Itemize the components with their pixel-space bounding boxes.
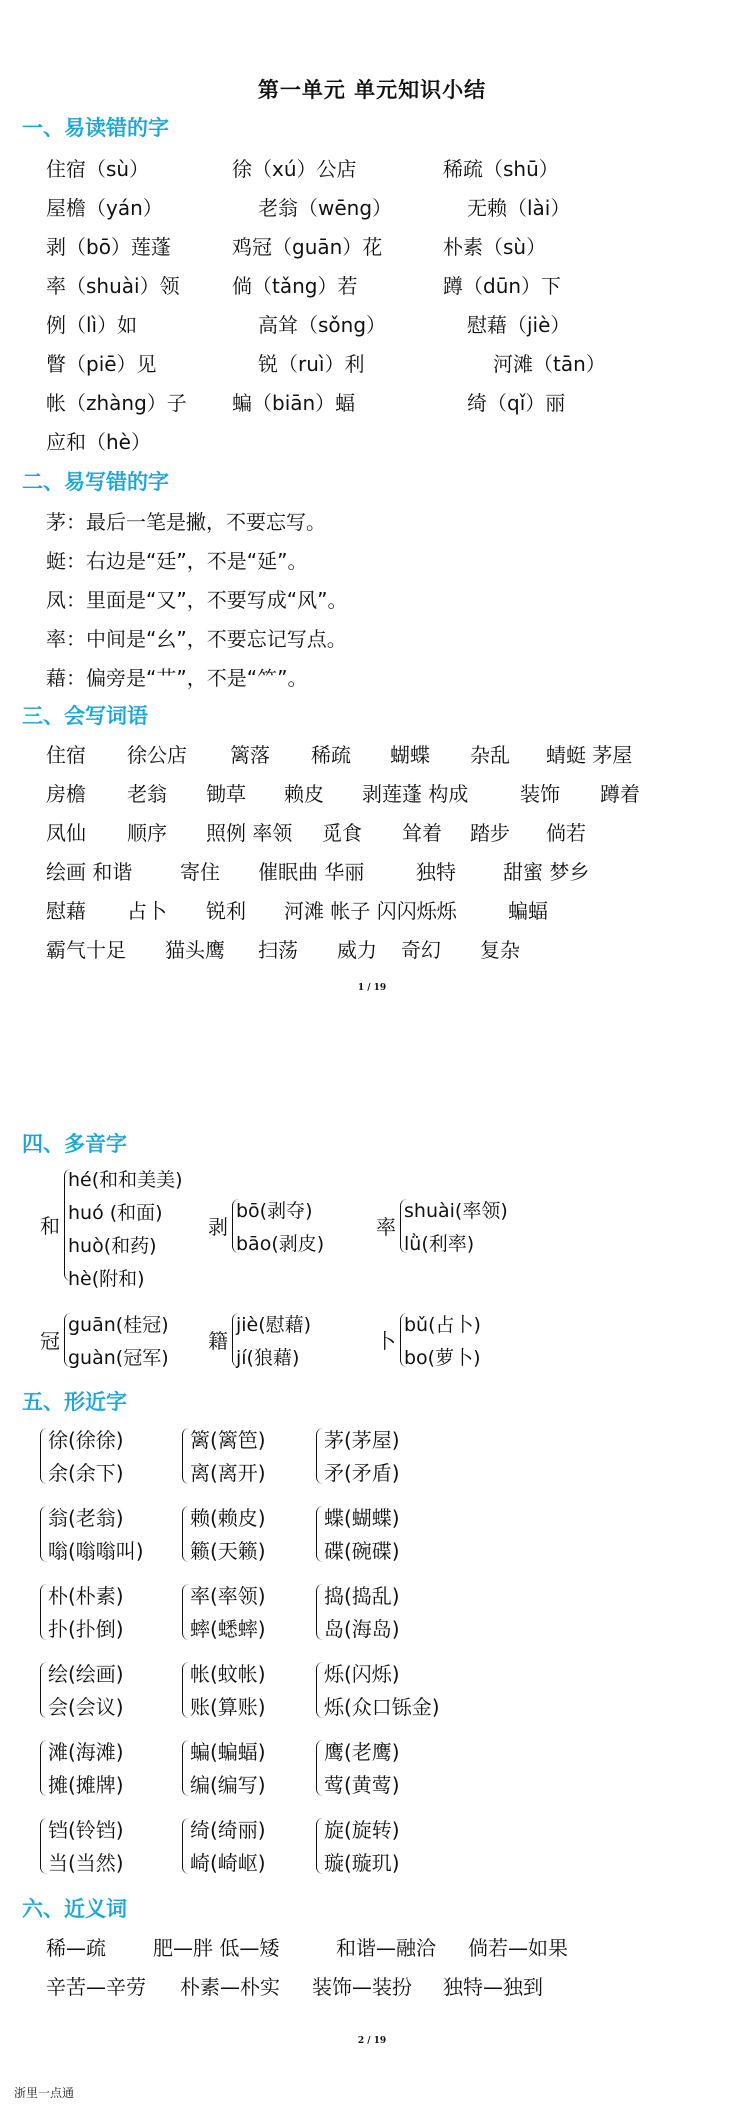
brace-icon bbox=[316, 1818, 324, 1874]
misread-row bbox=[0, 348, 744, 380]
misread-row bbox=[0, 153, 744, 185]
similar-pair bbox=[40, 1814, 180, 1878]
polyphonic-reading: hè(附和) bbox=[68, 1268, 145, 1290]
brace-icon bbox=[182, 1740, 190, 1796]
brace-icon bbox=[316, 1506, 324, 1562]
polyphonic-reading: lǜ(利率) bbox=[404, 1233, 475, 1255]
brace-icon bbox=[182, 1818, 190, 1874]
synonym-row bbox=[0, 1971, 744, 2003]
word-item: 占卜 bbox=[127, 899, 167, 923]
similar-pair bbox=[182, 1814, 322, 1878]
synonym-item: 倘若—如果 bbox=[468, 1936, 568, 1960]
word-row bbox=[0, 778, 744, 810]
misread-item: 屋檐（yán） bbox=[46, 196, 163, 220]
polyphonic-reading: bō(剥夺) bbox=[236, 1200, 313, 1222]
similar-pair bbox=[316, 1658, 456, 1722]
synonym-item: 朴素—朴实 bbox=[180, 1975, 280, 1999]
similar-pair bbox=[182, 1736, 322, 1800]
miswrite-item: 藉：偏旁是“艹”，不是“⺮”。 bbox=[46, 666, 308, 690]
miswrite-item: 率：中间是“幺”，不要忘记写点。 bbox=[46, 627, 347, 651]
similar-char: 编(编写) bbox=[190, 1773, 266, 1797]
footer-brand: 浙里一点通 bbox=[14, 2086, 75, 2100]
word-item: 剥莲蓬 构成 bbox=[362, 782, 469, 806]
similar-pair bbox=[40, 1580, 180, 1644]
similar-char: 翁(老翁) bbox=[48, 1506, 124, 1530]
word-item: 房檐 bbox=[46, 782, 86, 806]
polyphonic-reading: jiè(慰藉) bbox=[236, 1314, 312, 1336]
similar-char: 矛(矛盾) bbox=[324, 1461, 400, 1485]
polyphonic-char: 卜 bbox=[376, 1329, 396, 1353]
word-item: 觅食 bbox=[322, 821, 362, 845]
word-item: 蝙蝠 bbox=[508, 899, 548, 923]
word-item: 装饰 bbox=[520, 782, 560, 806]
similar-char: 赖(赖皮) bbox=[190, 1506, 266, 1530]
polyphonic-char: 籍 bbox=[208, 1329, 228, 1353]
section-heading-words: 三、会写词语 bbox=[22, 704, 148, 728]
misread-row bbox=[0, 309, 744, 341]
brace-icon bbox=[316, 1662, 324, 1718]
synonym-row bbox=[0, 1932, 744, 1964]
similar-char: 碟(碗碟) bbox=[324, 1539, 400, 1563]
similar-pair bbox=[182, 1424, 322, 1488]
word-item: 催眠曲 华丽 bbox=[258, 860, 365, 884]
misread-item: 老翁（wēng） bbox=[258, 196, 393, 220]
word-item: 杂乱 bbox=[470, 743, 510, 767]
similar-char: 璇(璇玑) bbox=[324, 1851, 400, 1875]
synonym-item: 辛苦—辛劳 bbox=[46, 1975, 146, 1999]
similar-char: 旋(旋转) bbox=[324, 1818, 400, 1842]
word-item: 霸气十足 bbox=[46, 938, 126, 962]
word-item: 倘若 bbox=[546, 821, 586, 845]
word-row bbox=[0, 895, 744, 927]
misread-row bbox=[0, 270, 744, 302]
miswrite-item: 茅：最后一笔是撇，不要忘写。 bbox=[46, 510, 326, 534]
word-item: 慰藉 bbox=[46, 899, 86, 923]
word-item: 照例 率领 bbox=[206, 821, 293, 845]
polyphonic-reading: guān(桂冠) bbox=[68, 1314, 169, 1336]
polyphonic-reading: shuài(率领) bbox=[404, 1200, 508, 1222]
similar-pair bbox=[316, 1736, 456, 1800]
misread-item: 应和（hè） bbox=[46, 430, 151, 454]
word-item: 篱落 bbox=[230, 743, 270, 767]
similar-char: 摊(摊牌) bbox=[48, 1773, 124, 1797]
brace-icon bbox=[316, 1584, 324, 1640]
similar-char: 鹰(老鹰) bbox=[324, 1740, 400, 1764]
word-item: 复杂 bbox=[480, 938, 520, 962]
polyphonic-char: 冠 bbox=[40, 1329, 60, 1353]
word-item: 扫荡 bbox=[258, 938, 298, 962]
brace-icon bbox=[316, 1428, 324, 1484]
misread-item: 慰藉（jiè） bbox=[467, 313, 571, 337]
word-row bbox=[0, 856, 744, 888]
brace-icon bbox=[182, 1662, 190, 1718]
similar-pair bbox=[40, 1424, 180, 1488]
page-number: 1 / 19 bbox=[357, 983, 387, 993]
word-item: 寄住 bbox=[180, 860, 220, 884]
brace-icon bbox=[182, 1584, 190, 1640]
synonym-item: 独特—独到 bbox=[443, 1975, 543, 1999]
polyphonic-reading: huò(和药) bbox=[68, 1235, 157, 1257]
similar-char: 蟀(蟋蟀) bbox=[190, 1617, 266, 1641]
similar-char: 茅(茅屋) bbox=[324, 1428, 400, 1452]
word-row bbox=[0, 739, 744, 771]
misread-item: 绮（qǐ）丽 bbox=[467, 391, 566, 415]
word-item: 猫头鹰 bbox=[165, 938, 225, 962]
similar-pair bbox=[316, 1502, 456, 1566]
word-item: 独特 bbox=[416, 860, 456, 884]
polyphonic-reading: bāo(剥皮) bbox=[236, 1233, 325, 1255]
similar-char: 铛(铃铛) bbox=[48, 1818, 124, 1842]
similar-char: 绘(绘画) bbox=[48, 1662, 124, 1686]
word-item: 蜻蜓 茅屋 bbox=[546, 743, 633, 767]
polyphonic-char: 和 bbox=[40, 1214, 60, 1238]
polyphonic-reading: bo(萝卜) bbox=[404, 1347, 481, 1369]
brace-icon bbox=[316, 1740, 324, 1796]
misread-item: 高耸（sǒng） bbox=[258, 313, 387, 337]
similar-char: 蝙(蝙蝠) bbox=[190, 1740, 266, 1764]
similar-pair bbox=[40, 1502, 180, 1566]
misread-item: 河滩（tān） bbox=[493, 352, 606, 376]
section-heading-similar: 五、形近字 bbox=[22, 1390, 127, 1414]
section-heading-misread: 一、易读错的字 bbox=[22, 116, 169, 140]
similar-char: 率(率领) bbox=[190, 1584, 266, 1608]
polyphonic-reading: huó (和面) bbox=[68, 1202, 163, 1224]
similar-char: 烁(众口铄金) bbox=[324, 1695, 440, 1719]
polyphonic-char: 剥 bbox=[208, 1215, 228, 1239]
similar-pair bbox=[40, 1736, 180, 1800]
page-title: 第一单元 单元知识小结 bbox=[257, 78, 487, 102]
word-item: 徐公店 bbox=[127, 743, 187, 767]
similar-char: 籁(天籁) bbox=[190, 1539, 266, 1563]
brace-icon bbox=[40, 1662, 48, 1718]
similar-pair bbox=[316, 1814, 456, 1878]
misread-item: 例（lì）如 bbox=[46, 313, 138, 337]
similar-char: 嗡(嗡嗡叫) bbox=[48, 1539, 144, 1563]
similar-char: 徐(徐徐) bbox=[48, 1428, 124, 1452]
polyphonic-reading: hé(和和美美) bbox=[68, 1169, 183, 1191]
polyphonic-reading: guàn(冠军) bbox=[68, 1347, 169, 1369]
similar-char: 帐(蚊帐) bbox=[190, 1662, 266, 1686]
brace-icon bbox=[40, 1584, 48, 1640]
synonym-item: 肥—胖 低—矮 bbox=[153, 1936, 280, 1960]
polyphonic-reading: jí(狼藉) bbox=[236, 1347, 300, 1369]
misread-row bbox=[0, 387, 744, 419]
similar-char: 会(会议) bbox=[48, 1695, 124, 1719]
word-item: 威力 bbox=[337, 938, 377, 962]
brace-icon bbox=[182, 1506, 190, 1562]
word-item: 稀疏 bbox=[311, 743, 351, 767]
misread-row bbox=[0, 231, 744, 263]
brace-icon bbox=[40, 1428, 48, 1484]
similar-pair bbox=[40, 1658, 180, 1722]
brace-icon bbox=[40, 1818, 48, 1874]
section-heading-miswrite: 二、易写错的字 bbox=[22, 470, 169, 494]
brace-icon bbox=[40, 1506, 48, 1562]
similar-char: 当(当然) bbox=[48, 1851, 124, 1875]
polyphonic-reading: bǔ(占卜) bbox=[404, 1314, 481, 1336]
similar-char: 捣(捣乱) bbox=[324, 1584, 400, 1608]
similar-char: 篱(篱笆) bbox=[190, 1428, 266, 1452]
word-item: 甜蜜 梦乡 bbox=[503, 860, 590, 884]
synonym-item: 和谐—融洽 bbox=[336, 1936, 436, 1960]
word-item: 耸着 bbox=[402, 821, 442, 845]
word-row bbox=[0, 817, 744, 849]
word-item: 赖皮 bbox=[284, 782, 324, 806]
polyphonic-char: 率 bbox=[376, 1215, 396, 1239]
misread-row bbox=[0, 192, 744, 224]
misread-item: 稀疏（shū） bbox=[443, 157, 559, 181]
misread-item: 无赖（lài） bbox=[467, 196, 571, 220]
misread-item: 瞥（piē）见 bbox=[46, 352, 157, 376]
misread-item: 帐（zhàng）子 bbox=[46, 391, 187, 415]
section-heading-polyphonic: 四、多音字 bbox=[22, 1132, 127, 1156]
word-item: 顺序 bbox=[127, 821, 167, 845]
similar-char: 莺(黄莺) bbox=[324, 1773, 400, 1797]
misread-item: 锐（ruì）利 bbox=[258, 352, 365, 376]
misread-item: 徐（xú）公店 bbox=[232, 157, 357, 181]
word-item: 老翁 bbox=[127, 782, 167, 806]
misread-item: 率（shuài）领 bbox=[46, 274, 180, 298]
misread-item: 住宿（sù） bbox=[46, 157, 150, 181]
similar-pair bbox=[316, 1580, 456, 1644]
similar-pair bbox=[182, 1580, 322, 1644]
page-number: 2 / 19 bbox=[357, 2036, 387, 2046]
similar-char: 绮(绮丽) bbox=[190, 1818, 266, 1842]
word-item: 凤仙 bbox=[46, 821, 86, 845]
misread-item: 剥（bō）莲蓬 bbox=[46, 235, 171, 259]
misread-item: 蹲（dūn）下 bbox=[443, 274, 562, 298]
misread-item: 朴素（sù） bbox=[443, 235, 547, 259]
misread-item: 蝙（biān）蝠 bbox=[232, 391, 356, 415]
synonym-item: 装饰—装扮 bbox=[312, 1975, 412, 1999]
word-item: 锄草 bbox=[206, 782, 246, 806]
misread-item: 倘（tǎng）若 bbox=[232, 274, 358, 298]
word-item: 锐利 bbox=[206, 899, 246, 923]
similar-char: 滩(海滩) bbox=[48, 1740, 124, 1764]
word-item: 蹲着 bbox=[600, 782, 640, 806]
word-item: 蝴蝶 bbox=[390, 743, 430, 767]
similar-char: 岛(海岛) bbox=[324, 1617, 400, 1641]
similar-pair bbox=[182, 1658, 322, 1722]
synonym-item: 稀—疏 bbox=[46, 1936, 106, 1960]
similar-char: 离(离开) bbox=[190, 1461, 266, 1485]
similar-char: 余(余下) bbox=[48, 1461, 124, 1485]
misread-row bbox=[0, 426, 744, 458]
similar-char: 账(算账) bbox=[190, 1695, 266, 1719]
section-heading-synonyms: 六、近义词 bbox=[22, 1897, 127, 1921]
similar-char: 扑(扑倒) bbox=[48, 1617, 124, 1641]
similar-pair bbox=[182, 1502, 322, 1566]
similar-pair bbox=[316, 1424, 456, 1488]
brace-icon bbox=[40, 1740, 48, 1796]
word-item: 住宿 bbox=[46, 743, 86, 767]
similar-char: 崎(崎岖) bbox=[190, 1851, 266, 1875]
similar-char: 烁(闪烁) bbox=[324, 1662, 400, 1686]
word-item: 绘画 和谐 bbox=[46, 860, 133, 884]
similar-char: 朴(朴素) bbox=[48, 1584, 124, 1608]
word-row bbox=[0, 934, 744, 966]
similar-char: 蝶(蝴蝶) bbox=[324, 1506, 400, 1530]
brace-icon bbox=[182, 1428, 190, 1484]
misread-item: 鸡冠（guān）花 bbox=[232, 235, 383, 259]
miswrite-item: 蜓：右边是“廷”，不是“延”。 bbox=[46, 549, 308, 573]
word-item: 奇幻 bbox=[401, 938, 441, 962]
word-item: 踏步 bbox=[470, 821, 510, 845]
word-item: 河滩 帐子 闪闪烁烁 bbox=[284, 899, 457, 923]
miswrite-item: 凤：里面是“又”，不要写成“风”。 bbox=[46, 588, 348, 612]
